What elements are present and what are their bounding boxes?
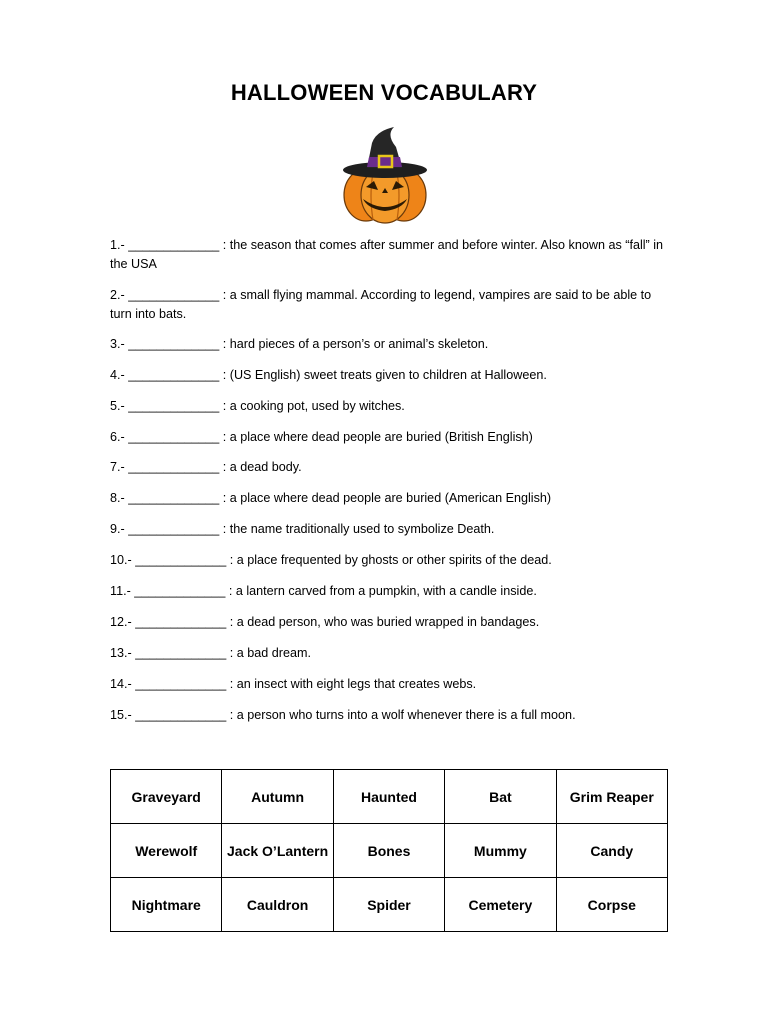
- word-bank-cell: Corpse: [556, 878, 667, 932]
- question-10: 10.- _____________ : a place frequented by ghosts or other spirits of the dead.: [110, 553, 552, 567]
- question-12: 12.- _____________ : a dead person, who was buried wrapped in bandages.: [110, 615, 540, 629]
- word-bank-cell: Cauldron: [222, 878, 333, 932]
- word-bank-cell: Bones: [333, 824, 444, 878]
- word-bank-cell: Haunted: [333, 770, 444, 824]
- word-bank-cell: Spider: [333, 878, 444, 932]
- pumpkin-witch-hat-icon: [336, 123, 434, 225]
- question-11: 11.- _____________ : a lantern carved from a pumpkin, with a candle inside.: [110, 584, 537, 598]
- question-13: 13.- _____________ : a bad dream.: [110, 646, 311, 660]
- word-bank-cell: Candy: [556, 824, 667, 878]
- question-6: 6.- _____________ : a place where dead people are buried (British English): [110, 430, 533, 444]
- question-14: 14.- _____________ : an insect with eight legs that creates webs.: [110, 677, 477, 691]
- word-bank-row: [111, 770, 668, 824]
- question-1: 1.- _____________ : the season that comes after summer and before winter. Also known as “fall” in the USA: [110, 238, 664, 271]
- word-bank-cell: Cemetery: [445, 878, 556, 932]
- page-title: HALLOWEEN VOCABULARY: [230, 80, 538, 105]
- word-bank-cell: Bat: [445, 770, 556, 824]
- question-4: 4.- _____________ : (US English) sweet treats given to children at Halloween.: [110, 368, 547, 382]
- word-bank-row: [111, 824, 668, 878]
- word-bank-cell: Mummy: [445, 824, 556, 878]
- question-7: 7.- _____________ : a dead body.: [110, 460, 302, 474]
- question-9: 9.- _____________ : the name traditionally used to symbolize Death.: [110, 522, 495, 536]
- word-bank-cell: Jack O’Lantern: [222, 824, 333, 878]
- word-bank-row: [111, 878, 668, 932]
- word-bank-table: [110, 769, 668, 932]
- word-bank-cell: Werewolf: [111, 824, 222, 878]
- word-bank-cell: Graveyard: [111, 770, 222, 824]
- word-bank-cell: Autumn: [222, 770, 333, 824]
- question-3: 3.- _____________ : hard pieces of a person’s or animal’s skeleton.: [110, 337, 489, 351]
- question-5: 5.- _____________ : a cooking pot, used by witches.: [110, 399, 405, 413]
- question-15: 15.- _____________ : a person who turns into a wolf whenever there is a full moon.: [110, 708, 576, 722]
- question-2: 2.- _____________ : a small flying mammal. According to legend, vampires are said to be able to turn into bats.: [110, 288, 652, 321]
- question-8: 8.- _____________ : a place where dead people are buried (American English): [110, 491, 552, 505]
- word-bank-cell: Nightmare: [111, 878, 222, 932]
- word-bank-cell: Grim Reaper: [556, 770, 667, 824]
